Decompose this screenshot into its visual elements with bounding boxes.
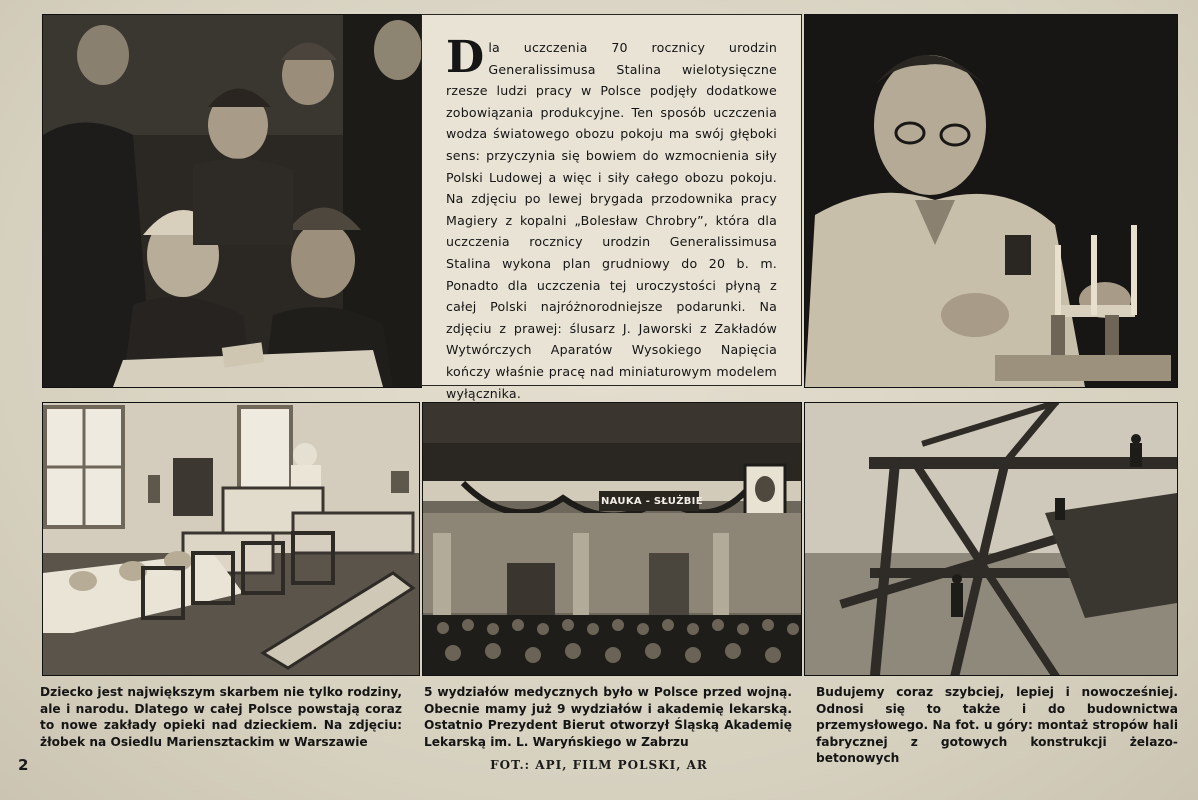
dropcap-letter: D <box>446 32 485 83</box>
photo-locksmith-model <box>804 14 1178 388</box>
hall-banner-text: NAUKA - SŁUŻBIE <box>601 496 703 507</box>
article-body <box>446 32 777 404</box>
article-text-box <box>421 14 802 401</box>
caption-nursery: Dziecko jest największym skarbem nie tylko rodziny, ale i narodu. Dlatego w całej Polsce powstają coraz to nowe zakłady opieki nad dzieckiem. Na zdjęciu: żłobek na Osiedlu Mariensztackim w Warszawie <box>40 685 402 749</box>
nursery-photo-art <box>43 403 419 675</box>
page-number: 2 <box>18 756 29 774</box>
photo-nursery <box>42 402 420 676</box>
photo-construction <box>804 402 1178 676</box>
photo-credit: FOT.: API, FILM POLSKI, AR <box>490 758 708 772</box>
hall-photo-art <box>423 403 801 675</box>
caption-construction: Budujemy coraz szybciej, lepiej i nowocześniej. Odnosi się to także i do budownictwa przemysłowego. Na fot. u góry: montaż stropów hali fabrycznej z gotowych konstrukcji żelazo-betonowych <box>816 685 1178 765</box>
photo-miners-brigade <box>42 14 422 388</box>
article-body-text: la uczczenia 70 rocznicy urodzin Generalissimusa Stalina wielotysięczne rzesze ludzi pracy w Polsce podjęły dodatkowe zobowiązania produkcyjne. Ten sposób uczczenia wodza światowego obozu pokoju ma swój głęboki sens: przyczynia się bowiem do wzmocnienia siły Polski Ludowej a więc i siły całego obozu pokoju. Na zdjęciu po lewej brygada przodownika pracy Magiery z kopalni „Bolesław Chrobry”, która dla uczczenia rocznicy urodzin Generalissimusa Stalina wykona plan grudniowy do 20 b. m. Ponadto dla uczczenia tej uroczystości płyną z całej Polski najróżnorodniejsze podarunki. Na zdjęciu z prawej: ślusarz J. Jaworski z Zakładów Wytwórczych Aparatów Wysokiego Napięcia kończy właśnie pracę nad miniaturowym modelem wyłącznika. <box>446 40 777 401</box>
caption-medical-academy: 5 wydziałów medycznych było w Polsce przed wojną. Obecnie mamy już 9 wydziałów i akademię lekarską. Ostatnio Prezydent Bierut otworzył Śląską Akademię Lekarską im. L. Waryńskiego w Zabrzu <box>424 685 792 749</box>
photo-academy-hall <box>422 402 802 676</box>
construction-photo-art <box>805 403 1177 675</box>
locksmith-photo-art <box>805 15 1177 387</box>
miners-photo-art <box>43 15 421 387</box>
